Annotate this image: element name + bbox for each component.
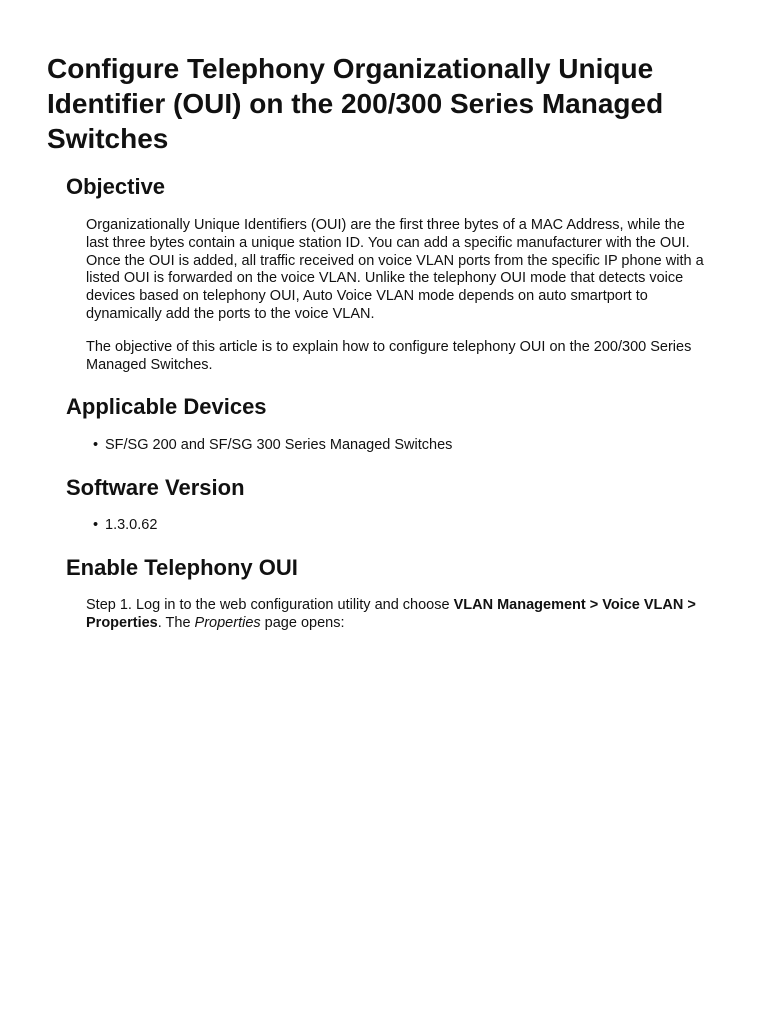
step-1-paragraph <box>86 597 706 633</box>
menu-path: VLAN Management > Voice VLAN > Properties <box>86 597 696 631</box>
step-1-suffix-text: page opens: <box>260 614 345 631</box>
software-version-item <box>93 516 157 534</box>
page-name: Properties <box>194 614 261 631</box>
bullet-icon: • <box>93 517 99 533</box>
software-version-heading: Software Version <box>66 475 245 500</box>
objective-paragraph-2: The objective of this article is to explain how to configure telephony OUI on the 200/300 Series Managed Switches. <box>86 339 692 373</box>
bullet-icon: • <box>93 437 99 453</box>
software-version-item-text: 1.3.0.62 <box>105 517 158 533</box>
applicable-devices-item <box>93 436 452 454</box>
objective-paragraph-1: Organizationally Unique Identifiers (OUI) are the first three bytes of a MAC Address, while the last three bytes contain a unique station ID. You can add a specific manufacturer with the OUI. Once the OUI is added, all traffic received on voice VLAN ports from the specific IP phone with a listed OUI is forwarded on the voice VLAN. Unlike the telephony OUI mode that detects voice devices based on telephony OUI, Auto Voice VLAN mode depends on auto smartport to dynamically add the ports to the voice VLAN. <box>86 217 704 322</box>
page-title: Configure Telephony Organizationally Unique Identifier (OUI) on the 200/300 Series Managed Switches <box>47 53 664 154</box>
step-1-text: Step 1. Log in to the web configuration utility and choose <box>86 597 454 613</box>
applicable-devices-heading: Applicable Devices <box>66 394 267 419</box>
enable-telephony-oui-heading: Enable Telephony OUI <box>66 555 298 580</box>
step-1-middle-text: . The <box>157 614 195 631</box>
objective-heading: Objective <box>66 174 166 199</box>
applicable-devices-item-text: SF/SG 200 and SF/SG 300 Series Managed Switches <box>105 437 453 453</box>
